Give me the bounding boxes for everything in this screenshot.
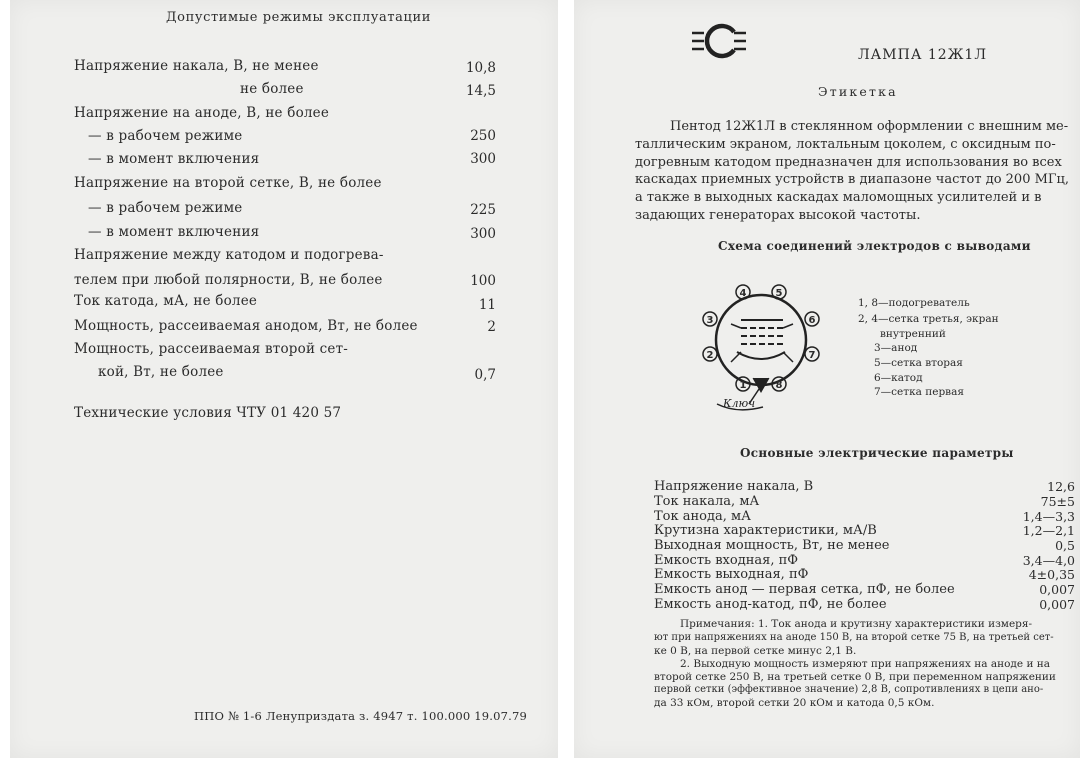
param-label: Ток накала, мА bbox=[654, 494, 760, 509]
note-line: ют при напряжениях на аноде 150 В, на второй сетке 75 В, на третьей сет- bbox=[654, 632, 1054, 643]
spec-label: — в рабочем режиме bbox=[88, 200, 243, 216]
pin-legend-line: 5—сетка вторая bbox=[874, 357, 963, 369]
spec-value: 14,5 bbox=[465, 83, 496, 99]
pin-label: 3 bbox=[706, 315, 714, 326]
note-line: первой сетки (эффективное значение) 2,8 В, сопротивлениях в цепи ано- bbox=[654, 684, 1044, 695]
electrode-diagram bbox=[701, 280, 831, 420]
pin-label: 1 bbox=[739, 380, 747, 391]
spec-value: 11 bbox=[478, 297, 496, 313]
description-line: таллическим экраном, локтальным цоколем, с оксидным по- bbox=[635, 137, 1056, 152]
pin-legend-line: 6—катод bbox=[874, 372, 923, 384]
pin-label: 4 bbox=[739, 288, 747, 299]
pin-legend-line: 3—анод bbox=[874, 342, 918, 354]
pin-label: 8 bbox=[775, 380, 783, 391]
spec-value: 100 bbox=[470, 273, 496, 289]
pin-legend-line: 2, 4—сетка третья, экран bbox=[858, 313, 999, 325]
spec-label: Ток катода, мА, не более bbox=[74, 293, 258, 309]
description-line: догревным катодом предназначен для использования во всех bbox=[635, 155, 1062, 170]
param-label: Емкость выходная, пФ bbox=[654, 567, 809, 582]
spec-label: Мощность, рассеиваемая анодом, Вт, не более bbox=[74, 318, 418, 334]
spec-label: кой, Вт, не более bbox=[98, 364, 224, 380]
right-page bbox=[574, 0, 1080, 758]
param-label: Ток анода, мА bbox=[654, 509, 751, 524]
pin-legend-line: 7—сетка первая bbox=[874, 386, 964, 398]
param-value: 12,6 bbox=[1047, 479, 1075, 494]
pin-legend-line: 1, 8—подогреватель bbox=[858, 297, 970, 309]
key-label: Ключ bbox=[723, 397, 756, 410]
pin-label: 5 bbox=[775, 288, 783, 299]
spec-label: Напряжение между катодом и подогрева- bbox=[74, 247, 384, 263]
params-title: Основные электрические параметры bbox=[740, 446, 1014, 460]
note-line: второй сетке 250 В, на третьей сетке 0 В, при переменном напряжении bbox=[654, 671, 1056, 683]
note-line: ке 0 В, на первой сетке минус 2,1 В. bbox=[654, 645, 857, 657]
left-page-title: Допустимые режимы эксплуатации bbox=[166, 10, 431, 25]
spec-value: 225 bbox=[470, 202, 496, 218]
note-line: 2. Выходную мощность измеряют при напряжениях на аноде и на bbox=[680, 658, 1051, 670]
spec-label: телем при любой полярности, В, не более bbox=[74, 272, 383, 288]
description-line: Пентод 12Ж1Л в стеклянном оформлении с внешним ме- bbox=[670, 119, 1069, 134]
spec-label: Напряжение на второй сетке, В, не более bbox=[74, 175, 382, 191]
description-line: а также в выходных каскадах маломощных усилителей и в bbox=[635, 190, 1042, 205]
param-value: 0,5 bbox=[1055, 538, 1075, 553]
param-value: 1,2—2,1 bbox=[1022, 523, 1075, 538]
spec-value: 250 bbox=[470, 128, 496, 144]
pin-legend-line: внутренний bbox=[880, 328, 946, 340]
description-line: задающих генераторах высокой частоты. bbox=[635, 208, 921, 223]
param-label: Выходная мощность, Вт, не менее bbox=[654, 538, 890, 553]
spec-value: 300 bbox=[470, 226, 496, 242]
note-line: да 33 кОм, второй сетки 20 кОм и катода 0,5 кОм. bbox=[654, 697, 935, 709]
lamp-title: ЛАМПА 12Ж1Л bbox=[858, 47, 988, 63]
param-label: Напряжение накала, В bbox=[654, 479, 814, 494]
spec-value: 300 bbox=[470, 151, 496, 167]
param-value: 0,007 bbox=[1039, 597, 1075, 612]
spec-value: 0,7 bbox=[474, 367, 496, 383]
tube-envelope bbox=[716, 295, 806, 385]
pin-label: 2 bbox=[706, 350, 714, 361]
spec-label: — в рабочем режиме bbox=[88, 128, 243, 144]
param-label: Емкость входная, пФ bbox=[654, 553, 799, 568]
param-value: 4±0,35 bbox=[1028, 567, 1075, 582]
spec-value: 10,8 bbox=[465, 60, 496, 76]
technical-spec: Технические условия ЧТУ 01 420 57 bbox=[74, 405, 342, 421]
param-label: Емкость анод — первая сетка, пФ, не более bbox=[654, 582, 955, 597]
description-line: каскадах приемных устройств в диапазоне частот до 200 МГц, bbox=[635, 172, 1070, 187]
spec-label: — в момент включения bbox=[88, 224, 260, 240]
param-value: 1,4—3,3 bbox=[1022, 509, 1075, 524]
manufacturer-logo bbox=[688, 18, 752, 64]
diagram-title: Схема соединений электродов с выводами bbox=[718, 239, 1031, 253]
pin-label: 6 bbox=[808, 315, 816, 326]
spec-value: 2 bbox=[487, 319, 496, 335]
param-label: Крутизна характеристики, мА/В bbox=[654, 523, 877, 538]
spec-label: Напряжение накала, В, не менее bbox=[74, 58, 319, 74]
param-value: 3,4—4,0 bbox=[1022, 553, 1075, 568]
param-value: 75±5 bbox=[1040, 494, 1075, 509]
spec-label: не более bbox=[240, 81, 304, 97]
label-subtitle: Этикетка bbox=[818, 84, 898, 99]
spec-label: — в момент включения bbox=[88, 151, 260, 167]
param-label: Емкость анод-катод, пФ, не более bbox=[654, 597, 887, 612]
param-value: 0,007 bbox=[1039, 582, 1075, 597]
note-line: Примечания: 1. Ток анода и крутизну характеристики измеря- bbox=[680, 618, 1033, 630]
pin-label: 7 bbox=[808, 350, 816, 361]
spec-label: Напряжение на аноде, В, не более bbox=[74, 105, 330, 121]
print-footer: ППО № 1-6 Ленуприздата з. 4947 т. 100.000 19.07.79 bbox=[194, 709, 528, 723]
spec-label: Мощность, рассеиваемая второй сет- bbox=[74, 341, 349, 357]
left-page bbox=[10, 0, 558, 758]
